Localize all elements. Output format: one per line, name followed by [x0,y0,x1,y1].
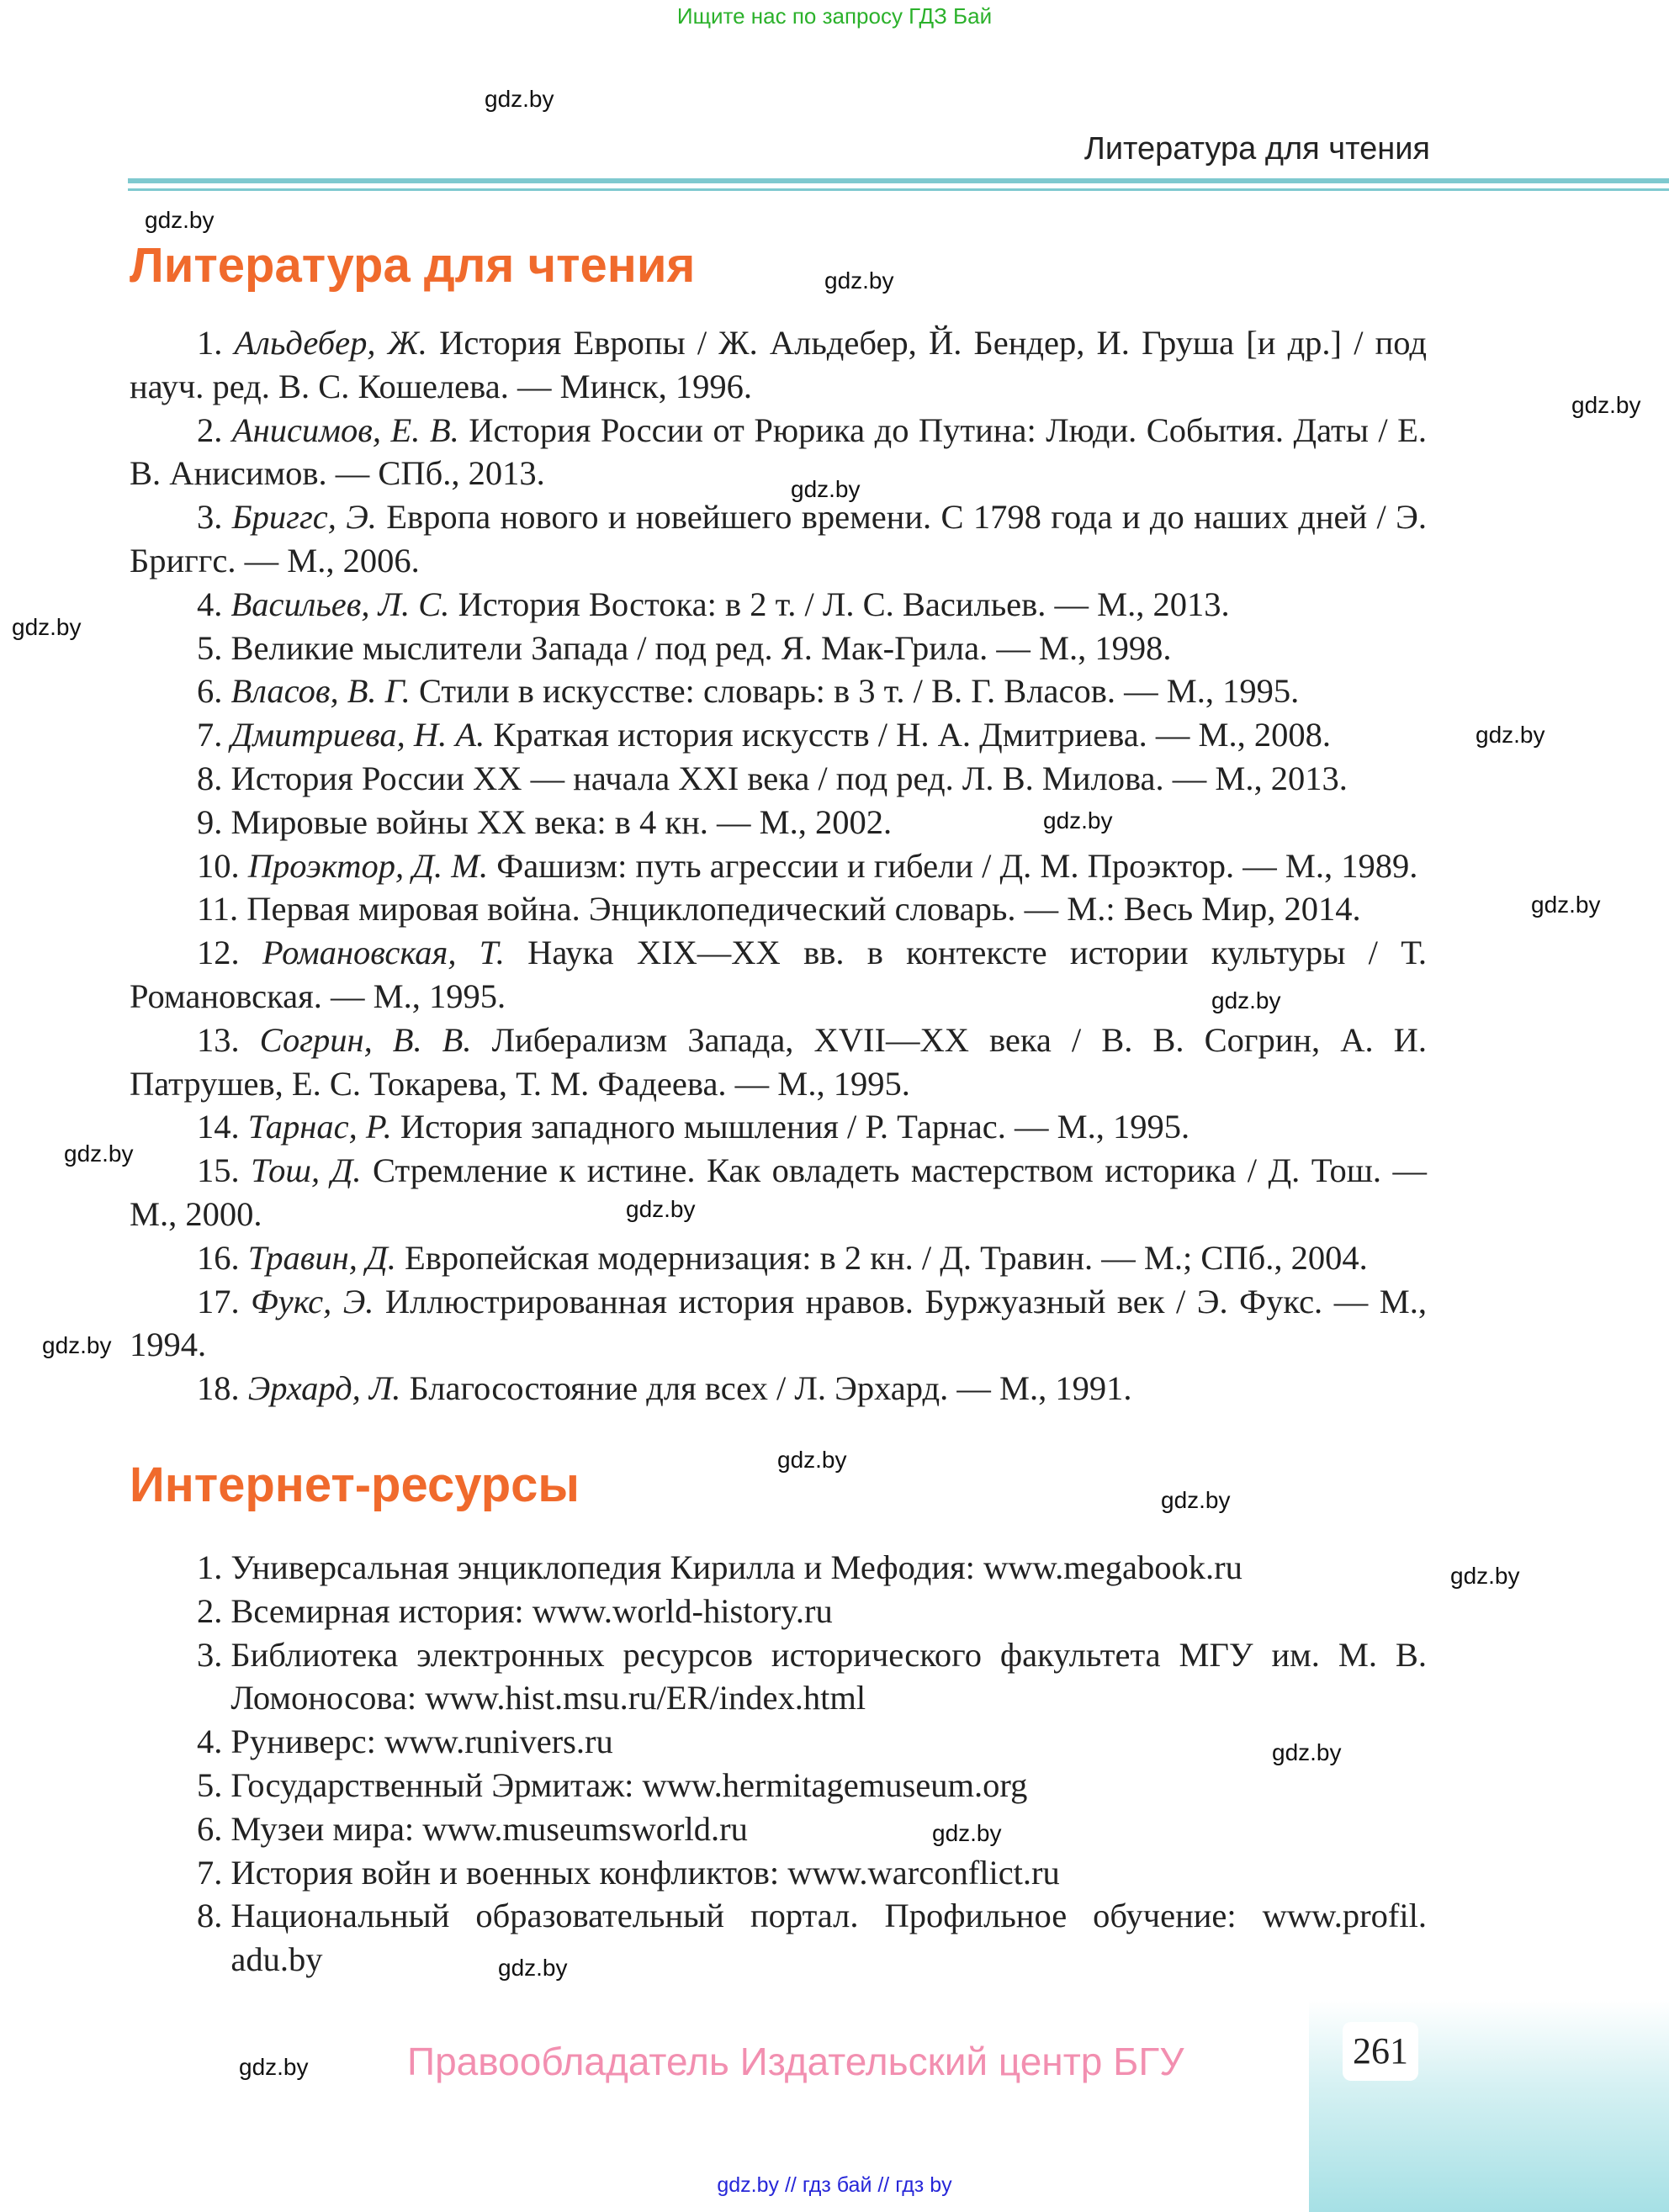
entry-number: 9. [197,802,223,841]
item-text: Национальный образовательный портал. Профильное обучение: www.profil. adu.by [230,1897,1427,1979]
header-rule [128,178,1669,183]
entry-number: 2. [197,410,223,449]
watermark: gdz.by [932,1820,1002,1846]
entry-number: 18. [197,1369,240,1408]
bibliography-entry [130,931,1427,1019]
entry-number: 11. [197,890,239,929]
entry-number: 6. [197,672,223,711]
list-item [130,1894,1427,1982]
item-text: Библиотека электронных ресурсов исторического факультета МГУ им. М. В. Ломоносова: www.hist.msu.ru/ER/index.html [230,1635,1427,1717]
entry-number: 14. [197,1108,240,1146]
entry-number: 12. [197,934,240,972]
item-number: 5. [197,1765,223,1804]
list-item [130,1851,1427,1895]
watermark: gdz.by [791,476,861,502]
entry-text: Великие мыслители Запада / под ред. Я. Мак-Грила. — М., 1998. [230,628,1172,667]
list-item [130,1633,1427,1721]
entry-author: Альдебер, Ж. [234,324,427,362]
watermark: gdz.by [64,1140,134,1167]
copyright-notice: Правообладатель Издательский центр БГУ [407,2040,1184,2083]
item-number: 2. [197,1591,223,1630]
item-text: Государственный Эрмитаж: www.hermitagemuseum.org [230,1765,1028,1804]
bibliography-entry [130,1105,1427,1149]
entry-text: Стремление к истине. Как овладеть мастерством историка / Д. Тош. — М., 2000. [130,1151,1428,1233]
page-number: 261 [1343,2022,1418,2081]
item-number: 3. [197,1635,223,1674]
entry-number: 17. [197,1282,240,1320]
watermark: gdz.by [824,267,894,294]
bibliography-entry [130,1149,1427,1236]
bibliography-entry [130,713,1427,757]
bibliography-entry [130,1367,1427,1410]
entry-text: Мировые войны XX века: в 4 кн. — М., 2002. [230,802,893,841]
entry-text: Европейская модернизация: в 2 кн. / Д. Травин. — М.; СПб., 2004. [404,1238,1368,1277]
bibliography-entry [130,583,1427,627]
watermark: gdz.by [626,1196,696,1222]
entry-author: Травин, Д. [247,1238,396,1277]
bibliography-entry [130,844,1427,888]
list-item [130,1546,1427,1590]
entry-text: История России XX — начала XXI века / под ред. Л. В. Милова. — М., 2013. [230,759,1348,797]
watermark: gdz.by [1211,987,1281,1013]
entry-text: Краткая история искусств / Н. А. Дмитриева. — М., 2008. [493,716,1332,754]
entry-author: Эрхард, Л. [247,1369,401,1408]
top-banner-link[interactable]: Ищите нас по запросу ГДЗ Бай [676,3,993,29]
watermark: gdz.by [1272,1739,1342,1765]
watermark: gdz.by [1450,1563,1520,1589]
bibliography-entry [130,321,1427,409]
entry-number: 15. [197,1151,240,1190]
entry-author: Тош, Д. [251,1151,362,1190]
watermark: gdz.by [42,1332,112,1358]
entry-text: Первая мировая война. Энциклопедический словарь. — М.: Весь Мир, 2014. [246,890,1361,929]
entry-author: Бриггс, Э. [231,498,377,537]
item-number: 4. [197,1723,223,1761]
entry-text: Либерализм Запада, XVII—XX века / В. В. Согрин, А. И. Патрушев, Е. С. Токарева, Т. М. Фадеева. — М., 1995. [130,1020,1427,1103]
entry-text: История Европы / Ж. Альдебер, Й. Бендер, И. Груша [и др.] / под науч. ред. В. С. Кошелева. — Минск, 1996. [130,324,1427,405]
entry-author: Дмитриева, Н. А. [230,716,485,754]
watermark: gdz.by [1531,892,1601,918]
entry-author: Анисимов, Е. В. [231,410,459,449]
entry-text: История западного мышления / Р. Тарнас. — М., 1995. [400,1108,1190,1146]
watermark: gdz.by [1476,722,1545,748]
watermark: gdz.by [145,207,215,233]
watermark: gdz.by [498,1955,568,1981]
bibliography-entry [130,1236,1427,1280]
entry-text: Европа нового и новейшего времени. С 1798 года и до наших дней / Э. Бриггс. — М., 2006. [130,498,1428,579]
section-title-reading: Литература для чтения [130,238,696,293]
entry-number: 1. [197,324,223,362]
entry-author: Васильев, Л. С. [230,585,450,623]
bibliography-list [130,321,1427,1410]
entry-author: Романовская, Т. [262,934,505,972]
entry-author: Тарнас, Р. [247,1108,392,1146]
entry-author: Власов, В. Г. [230,672,411,711]
item-number: 6. [197,1809,223,1848]
item-text: Руниверс: www.runivers.ru [230,1723,613,1761]
bottom-banner-link[interactable]: gdz.by // гдз бай // гдз by [717,2173,952,2197]
bibliography-entry [130,495,1427,583]
entry-number: 7. [197,716,223,754]
entry-number: 16. [197,1238,240,1277]
entry-number: 13. [197,1020,240,1059]
watermark: gdz.by [485,86,554,112]
bibliography-entry [130,627,1427,670]
entry-number: 3. [197,498,223,537]
watermark: gdz.by [777,1447,847,1473]
watermark: gdz.by [12,614,82,640]
item-number: 8. [197,1897,223,1935]
entry-text: Стили в искусстве: словарь: в 3 т. / В. Г. Власов. — М., 1995. [418,672,1300,711]
bibliography-entry [130,409,1427,496]
watermark: gdz.by [1571,392,1641,418]
bibliography-entry [130,757,1427,801]
item-number: 7. [197,1853,223,1892]
list-item [130,1720,1427,1764]
entry-number: 8. [197,759,223,797]
entry-text: История России от Рюрика до Путина: Люди. События. Даты / Е. В. Анисимов. — СПб., 2013. [130,410,1428,493]
bibliography-entry [130,669,1427,713]
item-number: 1. [197,1548,223,1586]
item-text: Музеи мира: www.museumsworld.ru [230,1809,748,1848]
entry-text: Наука XIX—XX вв. в контексте истории культуры / Т. Романовская. — М., 1995. [130,934,1427,1015]
entry-author: Проэктор, Д. М. [247,846,489,885]
running-head: Литература для чтения [1084,131,1430,167]
bibliography-entry [130,887,1427,931]
entry-number: 5. [197,628,223,667]
watermark: gdz.by [1161,1487,1231,1513]
item-text: Всемирная история: www.world-history.ru [230,1591,833,1630]
list-item [130,1764,1427,1807]
bibliography-entry [130,1280,1427,1368]
list-item [130,1590,1427,1633]
entry-author: Согрин, В. В. [259,1020,472,1059]
item-text: Универсальная энциклопедия Кирилла и Мефодия: www.megabook.ru [230,1548,1242,1586]
entry-number: 10. [197,846,240,885]
entry-author: Фукс, Э. [251,1282,374,1320]
item-text: История войн и военных конфликтов: www.warconflict.ru [230,1853,1060,1892]
entry-text: Благосостояние для всех / Л. Эрхард. — М., 1991. [409,1369,1132,1408]
entry-text: Фашизм: путь агрессии и гибели / Д. М. Проэктор. — М., 1989. [496,846,1418,885]
entry-number: 4. [197,585,223,623]
list-item [130,1807,1427,1851]
bibliography-entry [130,1019,1427,1106]
bibliography-entry [130,801,1427,844]
entry-text: История Востока: в 2 т. / Л. С. Васильев. — М., 2013. [458,585,1230,623]
internet-resources-list [130,1546,1427,1982]
section-title-internet: Интернет-ресурсы [130,1458,580,1512]
watermark: gdz.by [239,2054,309,2080]
entry-text: Иллюстрированная история нравов. Буржуазный век / Э. Фукс. — М., 1994. [130,1282,1427,1364]
header-rule [128,188,1669,191]
watermark: gdz.by [1043,807,1113,833]
